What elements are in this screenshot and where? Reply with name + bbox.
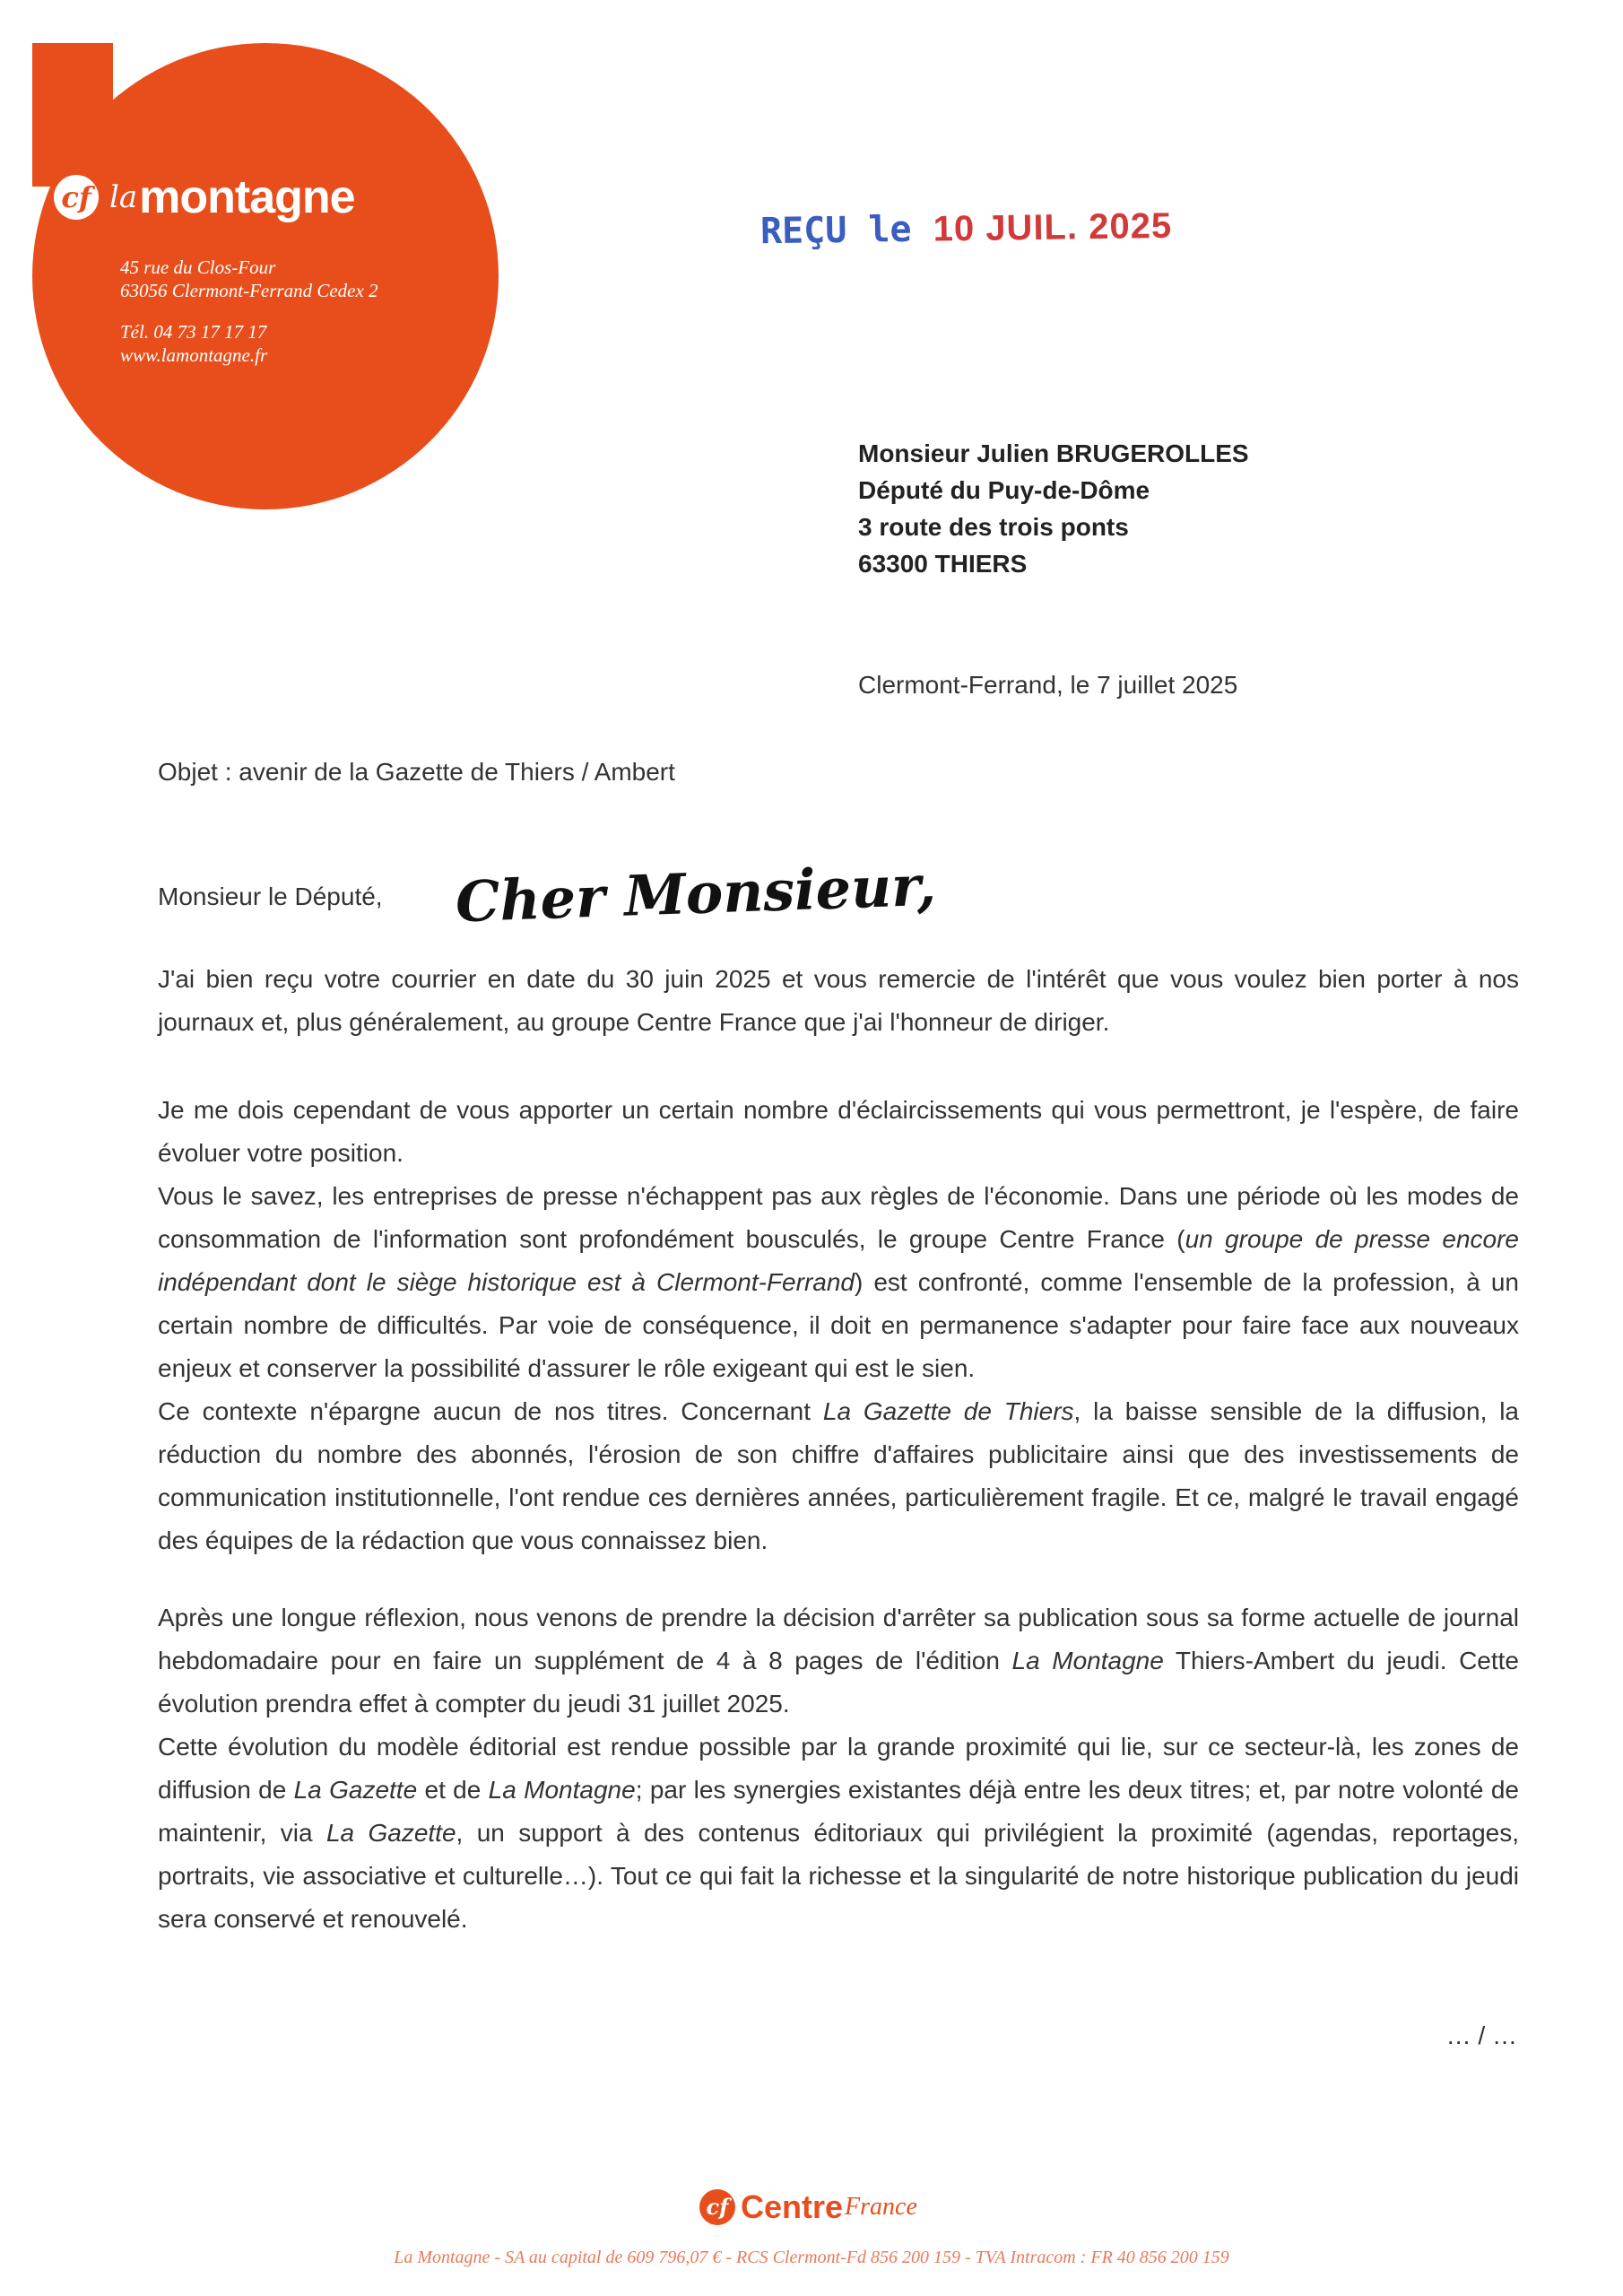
stamp-date: 10 JUIL. 2025 bbox=[933, 205, 1173, 249]
paragraph-3-emphasis: un groupe de presse encore indépendant dont le siège historique est à Clermont-Ferrand bbox=[158, 1225, 1520, 1296]
paragraph-6-text-c: et de bbox=[417, 1776, 489, 1804]
brand-name: montagne bbox=[139, 171, 355, 223]
paragraph-1-text: J'ai bien reçu votre courrier en date du 30 juin 2025 et vous remercie de l'intérêt que vous voulez bien porter à nos journaux et, plus généralement, au groupe Centre France que j'ai l'honneur de diriger. bbox=[158, 965, 1519, 1036]
paragraph-5-text-a: Après une longue réflexion, nous venons de prendre la décision d'arrêter sa publication sous sa forme actuelle de journal hebdomadaire pour en faire un supplément de 4 à 8 pages de l'édition bbox=[158, 1604, 1519, 1674]
letterhead-logo-corner bbox=[32, 43, 113, 187]
cf-logo-icon: cf bbox=[699, 2189, 735, 2225]
place-and-date: Clermont-Ferrand, le 7 juillet 2025 bbox=[858, 671, 1238, 699]
footer-brand-france: France bbox=[845, 2193, 917, 2221]
paragraph-6-text-g: , un support à des contenus éditoriaux qui privilégient la proximité (agendas, reportages, portraits, vie associative et culturelle…). Tout ce qui fait la richesse et la singularité de notre historique publication du jeudi sera conservé et renouvelé. bbox=[158, 1819, 1519, 1933]
paragraph-5-text-c: Thiers-Ambert du jeudi. Cette évolution prendra effet à compter du jeudi 31 juillet 2025. bbox=[158, 1647, 1519, 1718]
paragraph-6-text-e: ; par les synergies existantes déjà entre les deux titres; et, par notre volonté de maintenir, via bbox=[158, 1776, 1519, 1847]
paragraph-4-text-c: , la baisse sensible de la diffusion, la réduction du nombre des abonnés, l'érosion de son chiffre d'affaires publicitaire ainsi que des investissements de communication institutionnelle, l'ont rendue ces dernières années, particulièrement fragile. Et ce, malgré le travail engagé des équipes de la rédaction que vous connaissez bien. bbox=[158, 1397, 1519, 1554]
letterhead-address-line1: 45 rue du Clos-Four bbox=[120, 257, 276, 278]
paragraph-6-title-gazette: La Gazette bbox=[293, 1776, 418, 1804]
brand-prefix: la bbox=[109, 179, 138, 215]
paragraph-3 bbox=[158, 1175, 1519, 1390]
letterhead-brand bbox=[54, 170, 355, 224]
page-continuation: … / … bbox=[1445, 2022, 1517, 2049]
paragraph-4-title-gazette: La Gazette de Thiers bbox=[822, 1397, 1074, 1425]
footer-brand bbox=[699, 2188, 917, 2226]
paragraph-5-title-montagne: La Montagne bbox=[1011, 1647, 1164, 1674]
recipient-name: Monsieur Julien BRUGEROLLES bbox=[858, 439, 1249, 467]
paragraph-4 bbox=[158, 1390, 1519, 1562]
paragraph-5 bbox=[158, 1596, 1519, 1726]
footer-legal-notice: La Montagne - SA au capital de 609 796,07 € - RCS Clermont-Fd 856 200 159 - TVA Intracom : FR 40 856 200 159 bbox=[394, 2248, 1229, 2267]
letterhead-address-line2: 63056 Clermont-Ferrand Cedex 2 bbox=[120, 280, 378, 301]
cf-logo-icon: cf bbox=[54, 175, 99, 220]
paragraph-6 bbox=[158, 1726, 1519, 1941]
paragraph-6-text-a: Cette évolution du modèle éditorial est rendue possible par la grande proximité qui lie, sur ce secteur-là, les zones de diffusion de bbox=[158, 1733, 1519, 1804]
recipient-city: 63300 THIERS bbox=[858, 550, 1028, 578]
letter-subject: Objet : avenir de la Gazette de Thiers / Ambert bbox=[158, 758, 675, 786]
paragraph-4-text-a: Ce contexte n'épargne aucun de nos titres. Concernant bbox=[158, 1397, 823, 1425]
letterhead-phone: Tél. 04 73 17 17 17 bbox=[120, 321, 267, 343]
paragraph-2-text: Je me dois cependant de vous apporter un certain nombre d'éclaircissements qui vous permettront, je l'espère, de faire évoluer votre position. bbox=[158, 1096, 1519, 1167]
paragraph-3-text-c: ) est confronté, comme l'ensemble de la profession, à un certain nombre de difficultés. Par voie de conséquence, il doit en permanence s'adapter pour faire face aux nouveaux enjeux et conserver la possibilité d'assurer le rôle exigeant qui est le sien. bbox=[158, 1268, 1519, 1382]
paragraph-6-title-montagne: La Montagne bbox=[488, 1776, 636, 1804]
footer-brand-centre: Centre bbox=[741, 2188, 844, 2225]
paragraph-6-title-gazette-2: La Gazette bbox=[325, 1819, 456, 1847]
paragraph-3-text-a: Vous le savez, les entreprises de presse n'échappent pas aux règles de l'économie. Dans une période où les modes de consommation de l'information sont profondément bousculés, le groupe Centre France ( bbox=[158, 1182, 1519, 1253]
salutation: Monsieur le Député, bbox=[158, 883, 383, 910]
recipient-title: Député du Puy-de-Dôme bbox=[858, 476, 1150, 504]
stamp-label: REÇU le bbox=[759, 208, 933, 253]
letterhead-website[interactable]: www.lamontagne.fr bbox=[120, 344, 268, 366]
paragraph-1 bbox=[158, 958, 1519, 1044]
received-stamp bbox=[760, 205, 1173, 252]
paragraph-2 bbox=[158, 1089, 1519, 1175]
handwritten-salutation: Cher Monsieur, bbox=[454, 852, 938, 935]
recipient-street: 3 route des trois ponts bbox=[858, 513, 1129, 541]
